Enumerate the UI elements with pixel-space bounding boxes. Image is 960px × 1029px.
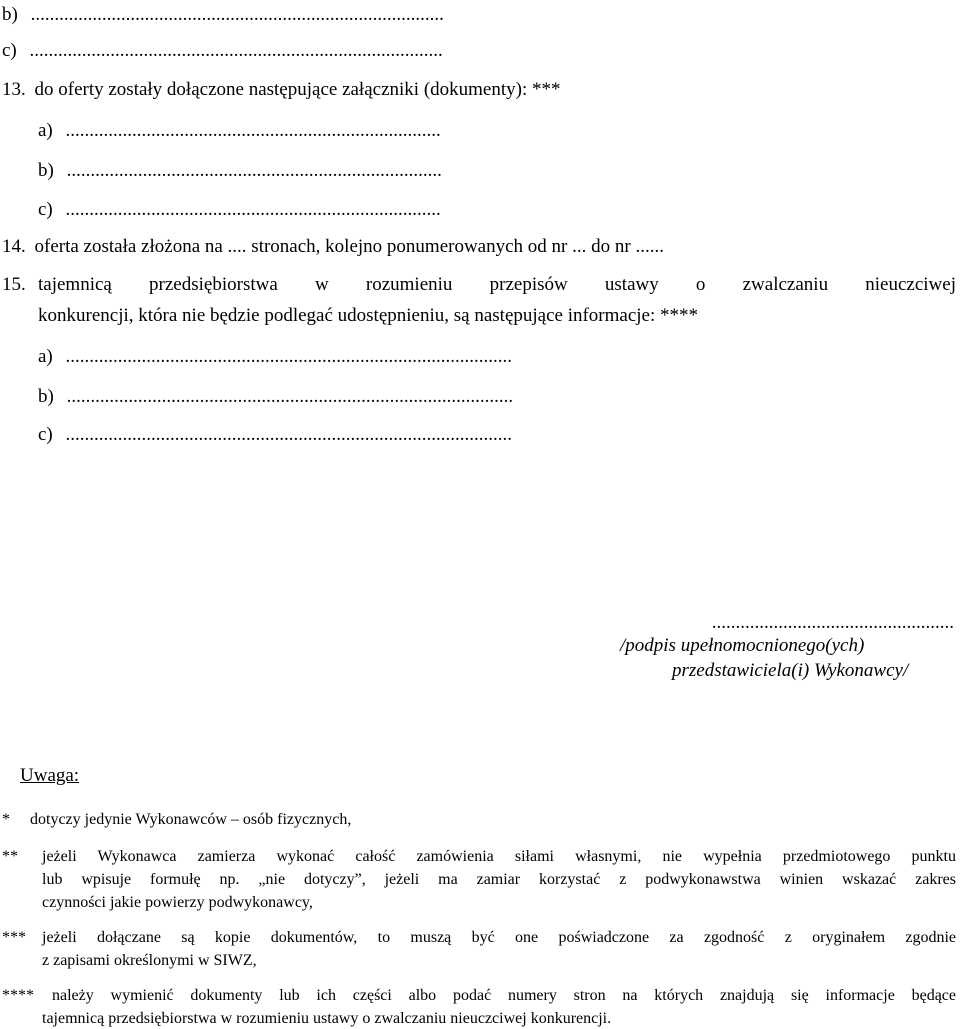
note-4-line-1: należy wymienić dokumenty lub ich części albo podać numery stron na których znajdują się informacje będące <box>52 987 956 1004</box>
item-label: b) <box>2 4 18 25</box>
item-text: do oferty zostały dołączone następujące załączniki (dokumenty): *** <box>34 79 561 100</box>
item-text: oferta została złożona na .... stronach, kolejno ponumerowanych od nr ... do nr ...... <box>34 236 664 257</box>
item-14 <box>2 236 664 258</box>
fill-dots: .............................................................................................. <box>66 386 514 407</box>
item-label: b) <box>38 160 54 181</box>
note-4-line-2: tajemnicą przedsiębiorstwa w rozumieniu ustawy o zwalczaniu nieuczciwej konkurencji. <box>42 1010 612 1027</box>
item-label: b) <box>38 386 54 407</box>
list-item <box>38 386 513 408</box>
list-item <box>38 199 441 221</box>
item-label: c) <box>38 424 53 445</box>
fill-dots: ....................................................................................... <box>30 4 444 25</box>
item-number: 13. <box>2 79 26 100</box>
fill-dots: .............................................................................................. <box>65 424 513 445</box>
signature-line-2: przedstawiciela(i) Wykonawcy/ <box>672 660 909 681</box>
item-label: c) <box>2 40 17 61</box>
fill-dots: ............................................................................... <box>65 199 441 220</box>
note-2-line-1: jeżeli Wykonawca zamierza wykonać całość zamówienia siłami własnymi, nie wypełnia przedmiotowego punktu <box>42 848 956 865</box>
note-3-line-2: z zapisami określonymi w SIWZ, <box>42 952 257 969</box>
note-1-mark: * <box>2 811 10 828</box>
note-4-mark: **** <box>2 987 34 1004</box>
list-item <box>38 424 512 446</box>
item-15-line-2: konkurencji, która nie będzie podlegać udostępnieniu, są następujące informacje: **** <box>38 305 699 326</box>
list-item <box>2 4 444 26</box>
note-2-line-2: lub wpisuje formułę np. „nie dotyczy”, jeżeli ma zamiar korzystać z podwykonawstwa winien wskazać zakres <box>42 871 956 888</box>
item-label: a) <box>38 120 53 141</box>
list-item <box>38 346 512 368</box>
note-3-line-1: jeżeli dołączane są kopie dokumentów, to muszą być one poświadczone za zgodność z oryginałem zgodnie <box>42 929 956 946</box>
note-3-mark: *** <box>2 929 26 946</box>
fill-dots: ....................................................................................... <box>29 40 443 61</box>
list-item <box>2 40 443 62</box>
item-label: a) <box>38 346 53 367</box>
list-item <box>38 160 442 182</box>
item-15-line-1: tajemnicą przedsiębiorstwa w rozumieniu przepisów ustawy o zwalczaniu nieuczciwej <box>38 274 956 295</box>
item-13 <box>2 79 561 101</box>
list-item <box>38 120 441 142</box>
signature-dots: ................................................... <box>711 612 954 633</box>
item-number: 14. <box>2 236 26 257</box>
item-15-number: 15. <box>2 274 26 295</box>
fill-dots: ............................................................................... <box>65 120 441 141</box>
note-2-line-3: czynności jakie powierzy podwykonawcy, <box>42 894 313 911</box>
signature-line-1: /podpis upełnomocnionego(ych) <box>620 635 865 656</box>
fill-dots: ............................................................................... <box>66 160 442 181</box>
note-1-text: dotyczy jedynie Wykonawców – osób fizycznych, <box>30 811 352 828</box>
note-2-mark: ** <box>2 848 18 865</box>
item-label: c) <box>38 199 53 220</box>
fill-dots: .............................................................................................. <box>65 346 513 367</box>
notes-heading: Uwaga: <box>20 765 80 786</box>
